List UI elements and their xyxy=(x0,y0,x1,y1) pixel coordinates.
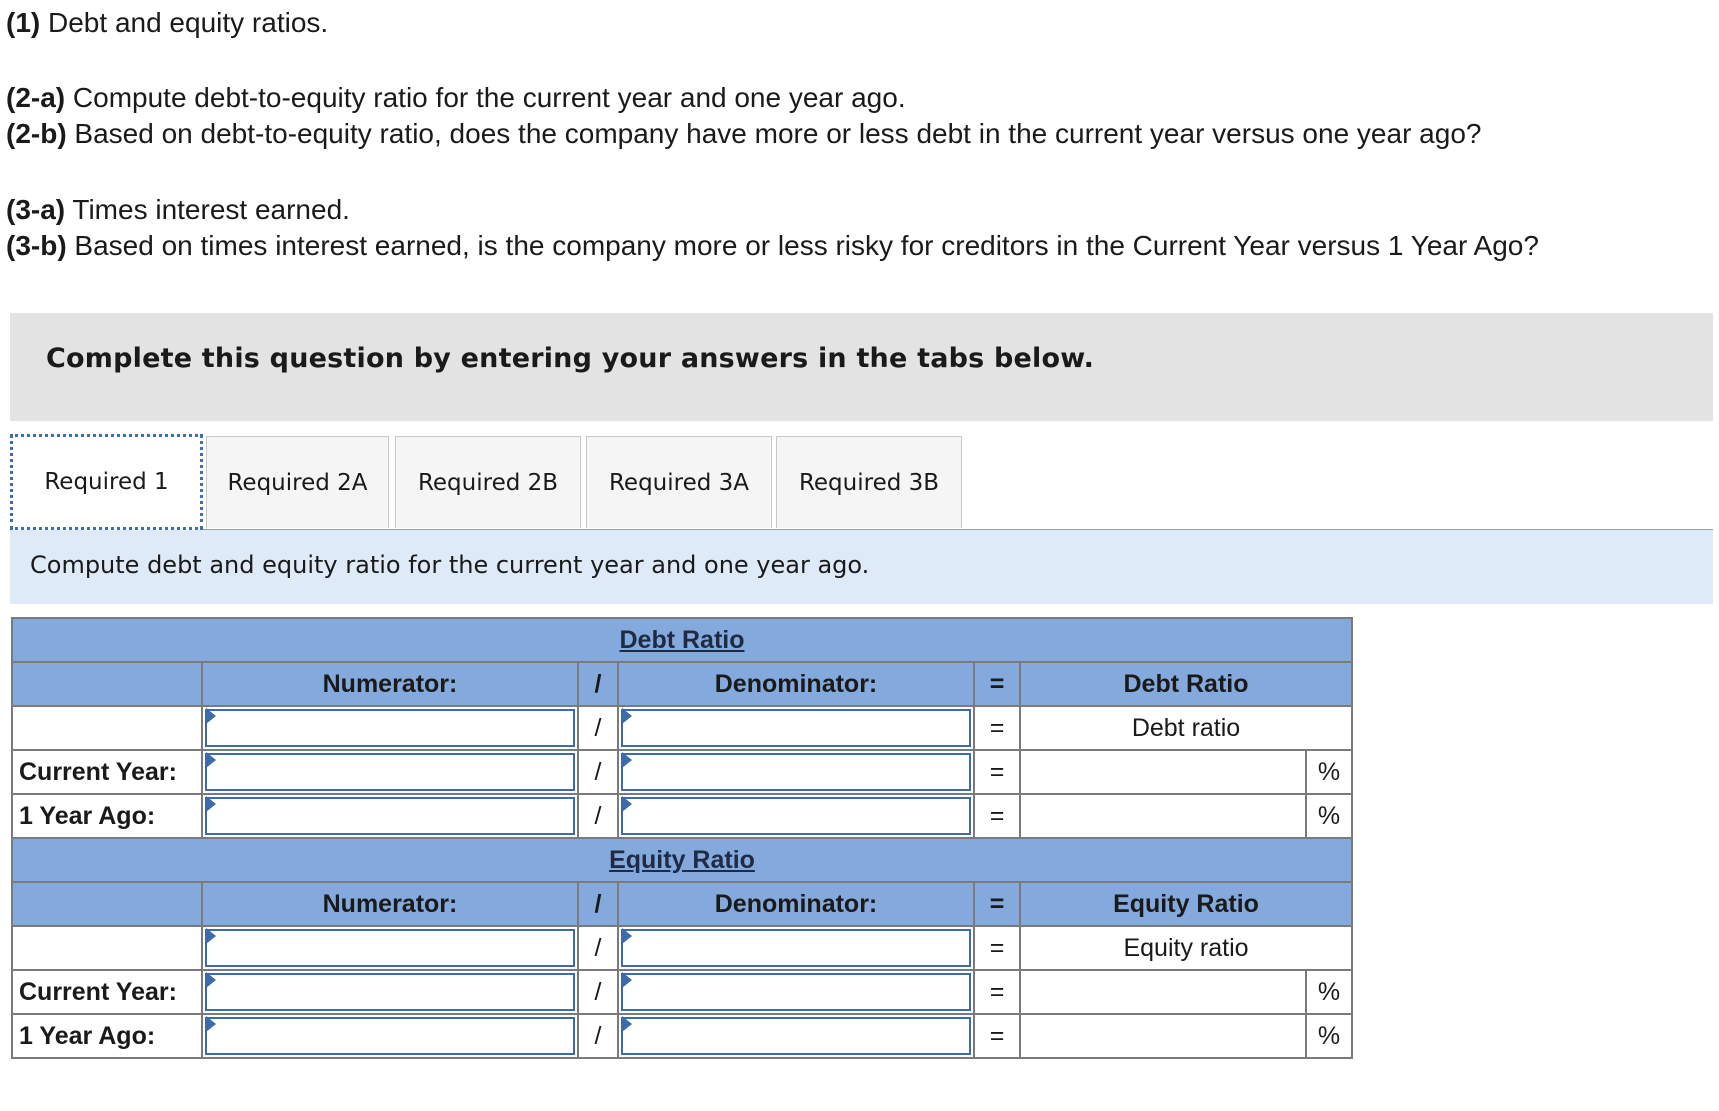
equals-symbol: = xyxy=(974,926,1020,970)
debt-numerator-name-input[interactable] xyxy=(205,709,575,747)
tab-required-2a[interactable]: Required 2A xyxy=(206,436,389,528)
debt-cy-numerator-input[interactable] xyxy=(205,753,575,791)
denominator-header: Denominator: xyxy=(618,662,974,706)
numerator-header: Numerator: xyxy=(202,662,578,706)
debt-prior-year-row xyxy=(12,794,1352,838)
equity-current-year-row xyxy=(12,970,1352,1014)
row-label-1-year-ago: 1 Year Ago: xyxy=(12,1014,202,1058)
percent-sign: % xyxy=(1306,970,1352,1014)
banner-text: Complete this question by entering your answers in the tabs below. xyxy=(46,343,1095,374)
debt-denominator-name-input[interactable] xyxy=(621,709,971,747)
row-label-blank xyxy=(12,706,202,750)
row-label-current-year: Current Year: xyxy=(12,750,202,794)
tab-required-3a[interactable]: Required 3A xyxy=(586,436,772,528)
equals-symbol: = xyxy=(974,970,1020,1014)
equity-denominator-name-input[interactable] xyxy=(621,929,971,967)
row-label-current-year: Current Year: xyxy=(12,970,202,1014)
equity-prior-year-row xyxy=(12,1014,1352,1058)
equity-formula-row xyxy=(12,926,1352,970)
debt-title-row xyxy=(12,618,1352,662)
debt-py-result[interactable] xyxy=(1020,794,1306,838)
debt-py-numerator-input[interactable] xyxy=(205,797,575,835)
equity-numerator-name-input[interactable] xyxy=(205,929,575,967)
equity-title-cell xyxy=(12,838,1352,882)
debt-ratio-header: Debt Ratio xyxy=(1020,662,1352,706)
divide-symbol: / xyxy=(578,750,618,794)
divide-symbol: / xyxy=(578,794,618,838)
instruction-text: Compute debt and equity ratio for the current year and one year ago. xyxy=(30,551,870,579)
debt-cy-result[interactable] xyxy=(1020,750,1306,794)
equity-py-denominator-cell xyxy=(618,1014,974,1058)
question-2b: (2-b) Based on debt-to-equity ratio, does the company have more or less debt in the current year versus one year ago? xyxy=(6,118,1482,149)
ratio-table xyxy=(11,617,1353,1059)
divide-symbol: / xyxy=(578,926,618,970)
equals-symbol: = xyxy=(974,706,1020,750)
divide-symbol: / xyxy=(578,970,618,1014)
equity-py-numerator-input[interactable] xyxy=(205,1017,575,1055)
tab-required-1[interactable]: Required 1 xyxy=(10,434,203,530)
equity-cy-result[interactable] xyxy=(1020,970,1306,1014)
debt-cy-numerator-cell xyxy=(202,750,578,794)
equity-ratio-label: Equity ratio xyxy=(1020,926,1352,970)
debt-denominator-name-cell xyxy=(618,706,974,750)
tab-required-2b[interactable]: Required 2B xyxy=(395,436,581,528)
tab-instruction xyxy=(10,530,1713,604)
equity-ratio-header: Equity Ratio xyxy=(1020,882,1352,926)
numerator-header: Numerator: xyxy=(202,882,578,926)
debt-title-cell xyxy=(12,618,1352,662)
equity-cy-denominator-input[interactable] xyxy=(621,973,971,1011)
divide-symbol: / xyxy=(578,1014,618,1058)
debt-ratio-label: Debt ratio xyxy=(1020,706,1352,750)
equals-symbol: = xyxy=(974,882,1020,926)
equals-symbol: = xyxy=(974,794,1020,838)
question-2a: (2-a) Compute debt-to-equity ratio for the current year and one year ago. xyxy=(6,82,906,113)
question-1: (1) Debt and equity ratios. xyxy=(6,7,329,38)
equals-symbol: = xyxy=(974,750,1020,794)
header-blank xyxy=(12,662,202,706)
equity-denominator-name-cell xyxy=(618,926,974,970)
equity-py-result[interactable] xyxy=(1020,1014,1306,1058)
debt-header-row xyxy=(12,662,1352,706)
debt-cy-denominator-input[interactable] xyxy=(621,753,971,791)
header-blank xyxy=(12,882,202,926)
percent-sign: % xyxy=(1306,794,1352,838)
tab-bar xyxy=(10,434,1713,530)
debt-formula-row xyxy=(12,706,1352,750)
instructions-banner xyxy=(10,313,1713,421)
equity-cy-numerator-input[interactable] xyxy=(205,973,575,1011)
divide-symbol: / xyxy=(578,662,618,706)
equity-ratio-title: Equity Ratio xyxy=(609,845,755,874)
equity-numerator-name-cell xyxy=(202,926,578,970)
debt-numerator-name-cell xyxy=(202,706,578,750)
divide-symbol: / xyxy=(578,706,618,750)
denominator-header: Denominator: xyxy=(618,882,974,926)
debt-py-denominator-input[interactable] xyxy=(621,797,971,835)
debt-cy-denominator-cell xyxy=(618,750,974,794)
tab-required-3b[interactable]: Required 3B xyxy=(776,436,962,528)
equals-symbol: = xyxy=(974,662,1020,706)
equity-header-row xyxy=(12,882,1352,926)
equity-title-row xyxy=(12,838,1352,882)
debt-py-numerator-cell xyxy=(202,794,578,838)
equity-py-denominator-input[interactable] xyxy=(621,1017,971,1055)
equity-cy-numerator-cell xyxy=(202,970,578,1014)
debt-ratio-title: Debt Ratio xyxy=(619,625,745,654)
percent-sign: % xyxy=(1306,1014,1352,1058)
equals-symbol: = xyxy=(974,1014,1020,1058)
question-3b: (3-b) Based on times interest earned, is the company more or less risky for creditors in the Current Year versus 1 Year Ago? xyxy=(6,230,1539,261)
divide-symbol: / xyxy=(578,882,618,926)
debt-py-denominator-cell xyxy=(618,794,974,838)
row-label-blank xyxy=(12,926,202,970)
row-label-1-year-ago: 1 Year Ago: xyxy=(12,794,202,838)
equity-py-numerator-cell xyxy=(202,1014,578,1058)
question-3a: (3-a) Times interest earned. xyxy=(6,194,350,225)
debt-current-year-row xyxy=(12,750,1352,794)
equity-cy-denominator-cell xyxy=(618,970,974,1014)
percent-sign: % xyxy=(1306,750,1352,794)
